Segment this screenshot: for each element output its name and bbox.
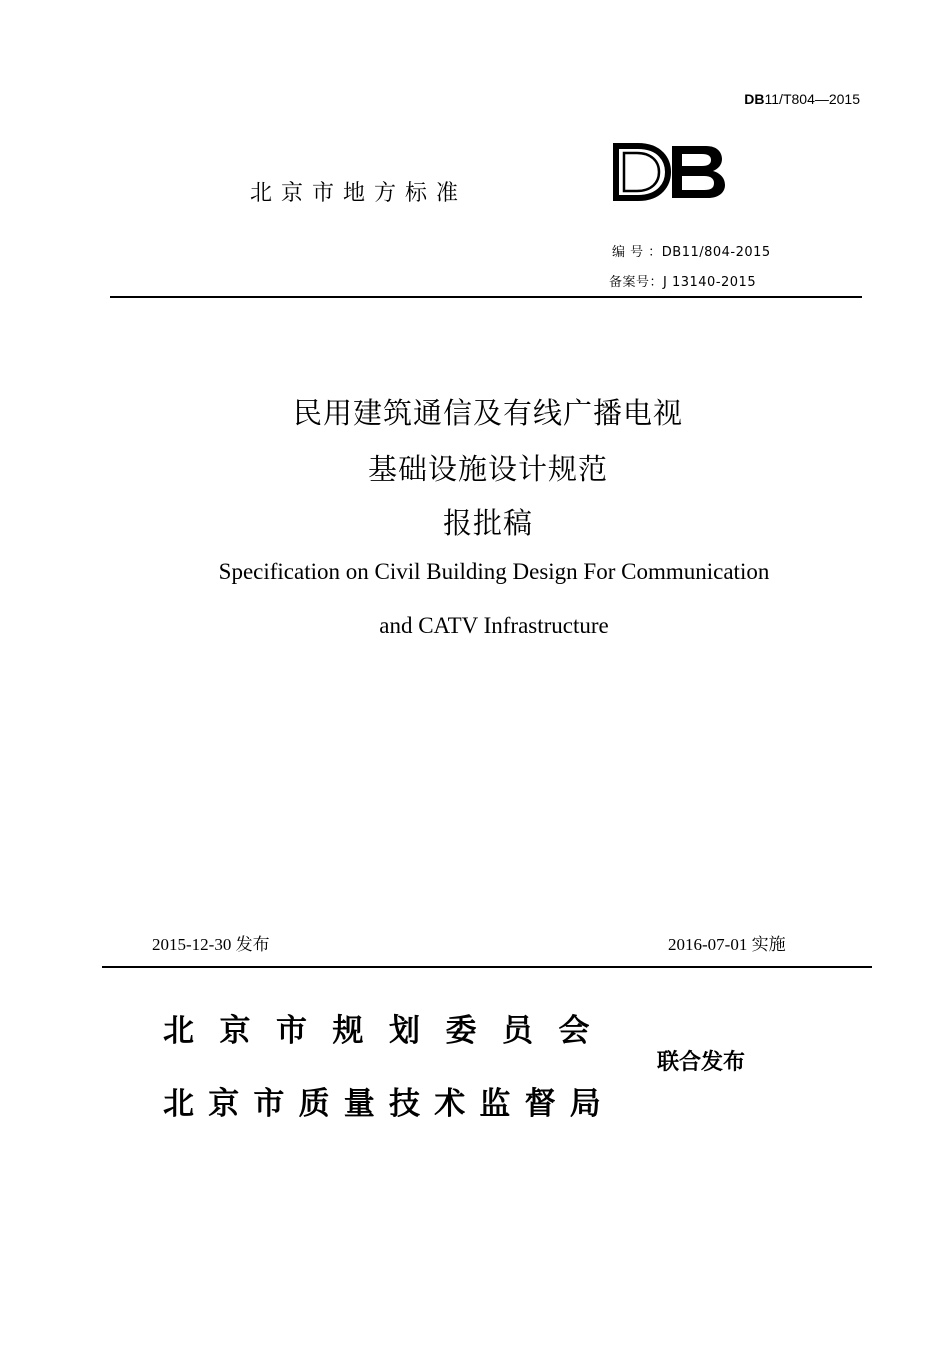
title-en-line-1: Specification on Civil Building Design For Communication	[218, 559, 770, 584]
issue-date: 2015-12-30 发布	[152, 935, 270, 954]
title-en-line-2: and CATV Infrastructure	[379, 613, 609, 638]
standard-code-prefix: DB	[744, 91, 765, 107]
title-cn-line-3: 报批稿	[442, 506, 533, 540]
standard-code-number: 11/T804—2015	[764, 91, 860, 107]
title-cn-line-1: 民用建筑通信及有线广播电视	[292, 396, 683, 430]
db-logo	[610, 140, 730, 204]
standard-type-label: 北京市地方标准	[250, 181, 468, 206]
title-cn-line-2: 基础设施设计规范	[367, 452, 608, 486]
joint-release-label: 联合发布	[657, 1050, 746, 1075]
publisher-quality-bureau: 北京市质量技术监督局	[163, 1086, 615, 1122]
publisher-planning-commission: 北京市规划委员会	[163, 1013, 615, 1049]
filing-number-line: 备案号：J 13140-2015	[609, 275, 757, 290]
bottom-divider	[102, 966, 872, 968]
standard-number-line: 编 号 ：DB11/804-2015	[612, 245, 771, 260]
standard-code	[744, 91, 860, 107]
implementation-date: 2016-07-01 实施	[668, 935, 786, 954]
top-divider	[110, 296, 862, 298]
